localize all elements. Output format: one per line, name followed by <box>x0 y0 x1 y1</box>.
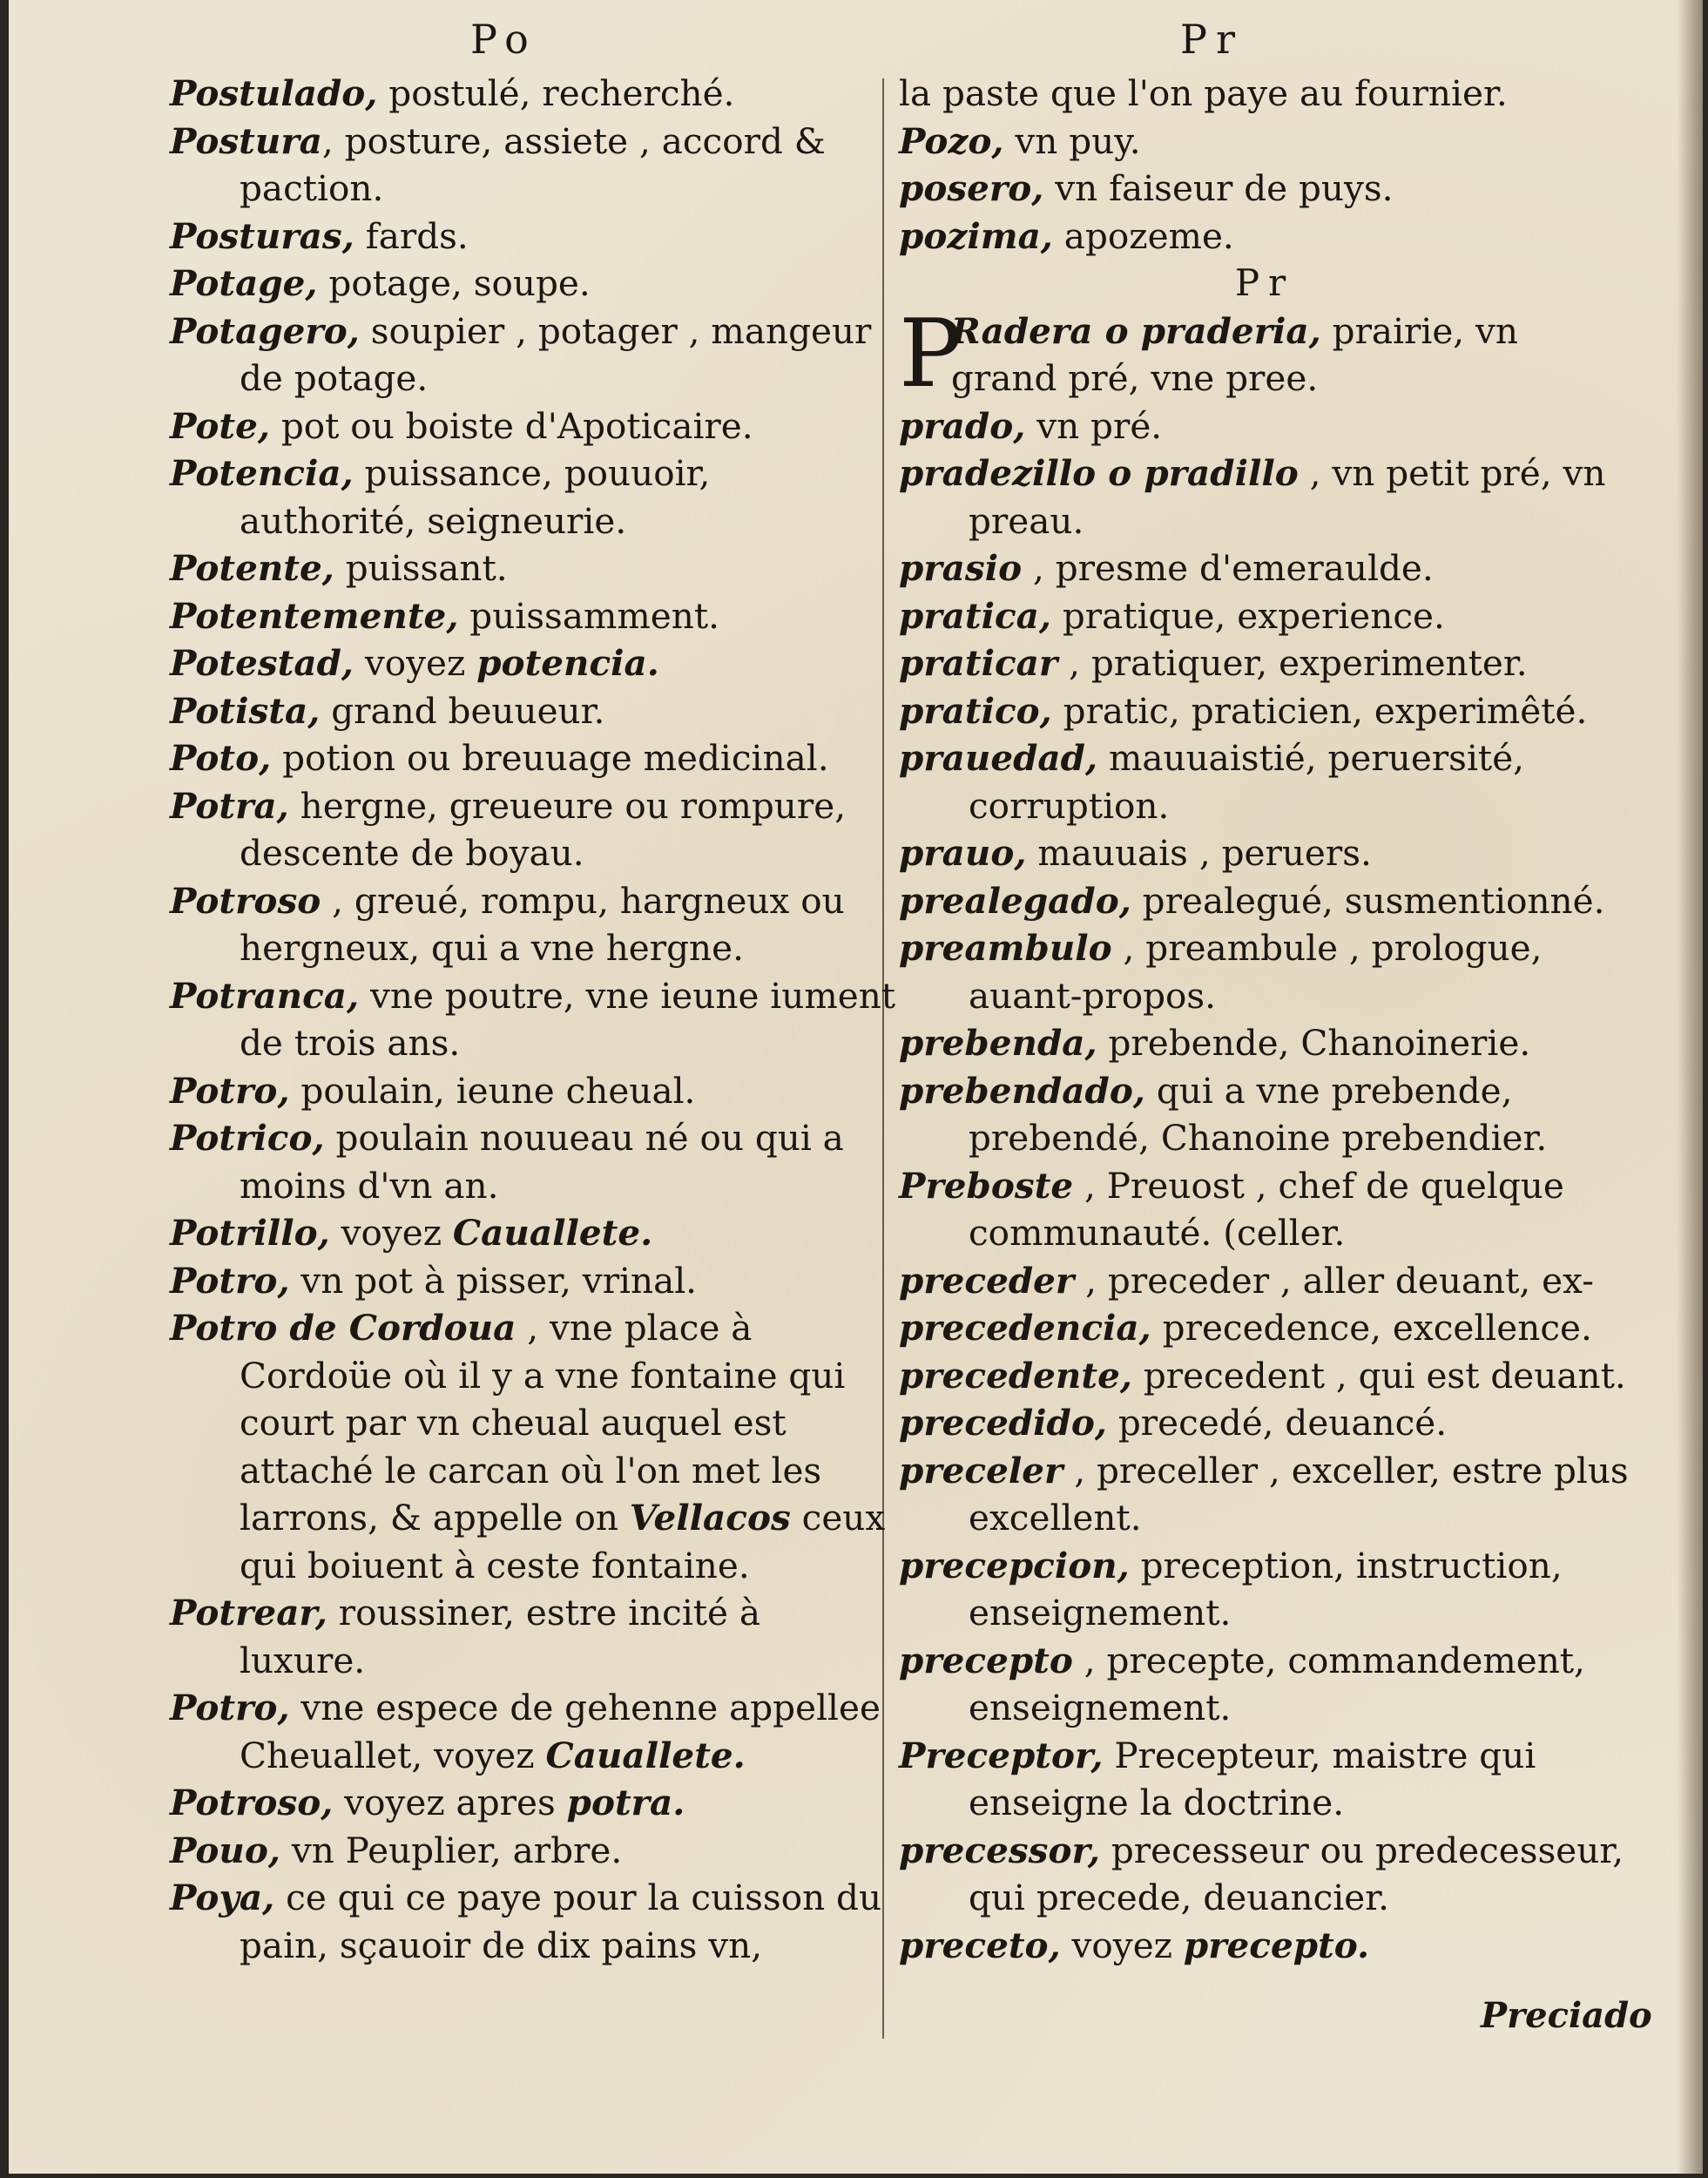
entry-definition: potage, soupe. <box>317 262 591 304</box>
entry-definition: vn Peuplier, arbre. <box>280 1829 623 1871</box>
dictionary-entry <box>170 1874 897 1969</box>
entry-cross-reference: Cauallete. <box>452 1212 653 1254</box>
entry-definition: , greué, rompu, hargneux ou hergneux, qui a vne hergne. <box>240 879 845 969</box>
entry-headword: Potro, <box>170 1069 290 1112</box>
dictionary-entry <box>899 1922 1630 1970</box>
entry-definition: , pratiquer, experimenter. <box>1057 642 1528 684</box>
entry-headword: Potra, <box>170 784 289 827</box>
entry-definition: puissamment. <box>458 594 719 637</box>
entry-definition: vn faiseur de puys. <box>1043 167 1394 209</box>
dictionary-entry <box>170 687 897 735</box>
dictionary-entry <box>170 877 897 972</box>
entry-definition: , vne place à Cordoüe où il y a vne fontaine qui court par vn cheual auquel est attaché le carcan où l'on met les larrons, & appelle on <box>240 1307 846 1539</box>
entry-headword: Potroso, <box>170 1782 334 1823</box>
entry-definition: vne poutre, vne ieune iument de trois ans. <box>240 974 896 1064</box>
dictionary-entry <box>899 924 1630 1019</box>
entry-headword: precedente, <box>899 1354 1132 1397</box>
entry-definition: poulain, ieune cheual. <box>289 1069 696 1112</box>
entry-headword: Posturas, <box>170 214 354 257</box>
dictionary-entry <box>170 1779 897 1827</box>
entry-headword: precessor, <box>899 1829 1100 1871</box>
entry-definition: ce qui ce paye pour la cuisson du pain, sçauoir de dix pains vn, <box>240 1877 882 1966</box>
entry-definition: vne espece de gehenne appellee Cheuallet, voyez <box>240 1687 881 1776</box>
entry-headword: precepto <box>899 1639 1073 1681</box>
entry-headword: precedencia, <box>899 1307 1151 1349</box>
entry-definition: vn pot à pisser, vrinal. <box>289 1259 698 1302</box>
section-heading: Pr <box>1234 261 1295 304</box>
entry-headword: Preboste <box>899 1164 1074 1207</box>
entry-headword: Potroso <box>170 879 321 922</box>
dictionary-entry <box>899 1399 1630 1447</box>
entry-definition: , preceller , exceller, estre plus excellent. <box>969 1449 1629 1539</box>
entry-definition: ceux qui boiuent à ceste fontaine. <box>240 1497 886 1586</box>
dictionary-entry <box>899 544 1630 592</box>
entry-definition: , Preuost , chef de quelque communauté. (celler. <box>969 1164 1564 1254</box>
entry-headword: Pote, <box>170 404 270 447</box>
left-column <box>170 70 897 1969</box>
dictionary-entry <box>170 639 897 687</box>
entry-headword: pozima, <box>899 214 1053 257</box>
page-spine-shadow <box>1677 0 1703 2174</box>
dictionary-entry <box>170 782 897 877</box>
entry-definition: voyez <box>354 642 477 684</box>
entry-definition: puissance, pouuoir, authorité, seigneurie. <box>240 452 711 542</box>
entry-definition: potion ou breuuage medicinal. <box>271 737 829 779</box>
entry-definition: la paste que l'on paye au fournier. <box>899 72 1508 114</box>
entry-definition: vn pré. <box>1025 404 1163 447</box>
entry-headword: Potage, <box>170 262 318 304</box>
entry-headword: prebendado, <box>899 1069 1145 1112</box>
dropcap-entry <box>899 299 1630 409</box>
entry-headword: Poto, <box>170 737 272 779</box>
entry-definition: Precepteur, maistre qui enseigne la doctrine. <box>969 1734 1536 1823</box>
dictionary-entry <box>899 1732 1630 1827</box>
entry-headword: preceler <box>899 1449 1063 1491</box>
dropcap-letter: P <box>899 299 962 409</box>
entry-definition: precedence, excellence. <box>1151 1307 1592 1349</box>
entry-headword: Radera o praderia, <box>951 309 1321 352</box>
dictionary-entry <box>899 1304 1630 1352</box>
entry-definition: qui a vne prebende, prebendé, Chanoine prebendier. <box>969 1069 1548 1159</box>
entry-definition: precedent , qui est deuant. <box>1131 1354 1626 1397</box>
entry-headword: Pozo, <box>899 119 1004 162</box>
entry-headword: Potro, <box>170 1687 290 1728</box>
entry-headword: Potentemente, <box>170 594 459 637</box>
entry-headword: precedido, <box>899 1402 1107 1444</box>
entry-headword: pratica, <box>899 594 1051 637</box>
entry-headword: Postura <box>170 119 322 162</box>
entry-definition: pratique, experience. <box>1051 594 1445 637</box>
entry-definition: poulain nouueau né ou qui a moins d'vn an. <box>240 1117 844 1207</box>
entry-headword: preceto, <box>899 1924 1061 1966</box>
entry-headword: Pouo, <box>170 1829 280 1871</box>
dictionary-entry <box>170 308 897 402</box>
entry-definition: preception, instruction, enseignement. <box>969 1544 1563 1634</box>
dictionary-entry <box>899 1019 1630 1067</box>
entry-definition: prebende, Chanoinerie. <box>1097 1022 1531 1064</box>
dictionary-entry <box>899 1447 1630 1542</box>
entry-headword: Potro de Cordoua <box>170 1307 516 1349</box>
dictionary-entry <box>899 639 1630 687</box>
entry-definition: prairie, vn grand pré, vne pree. <box>951 309 1519 399</box>
dictionary-entry <box>899 70 1630 118</box>
running-head-left: Po <box>470 16 537 63</box>
dictionary-entry <box>170 544 897 592</box>
dictionary-entry <box>899 118 1630 166</box>
entry-headword: Potrear, <box>170 1592 327 1634</box>
entry-definition: apozeme. <box>1052 214 1234 257</box>
dictionary-entry <box>899 829 1630 877</box>
entry-definition: , vn petit pré, vn preau. <box>969 452 1606 542</box>
entry-headword: Postulado, <box>170 72 378 114</box>
dictionary-entry <box>170 260 897 308</box>
entry-headword: Potista, <box>170 689 321 732</box>
dictionary-entry <box>899 213 1630 260</box>
dictionary-entry <box>170 1684 897 1779</box>
entry-definition: vn puy. <box>1003 119 1141 162</box>
entry-definition: roussiner, estre incité à luxure. <box>240 1592 761 1681</box>
entry-headword: prasio <box>899 547 1023 589</box>
dictionary-page <box>9 0 1703 2174</box>
entry-headword: prauedad, <box>899 737 1098 779</box>
running-head-right: Pr <box>1180 16 1244 63</box>
entry-definition: grand beuueur. <box>320 689 605 732</box>
entry-headword: praticar <box>899 642 1058 684</box>
dictionary-entry <box>170 1827 897 1875</box>
entry-definition: , preambule , prologue, auant-propos. <box>969 927 1543 1017</box>
dictionary-entry <box>170 734 897 782</box>
dictionary-entry <box>899 1257 1630 1305</box>
entry-headword: Potente, <box>170 547 334 589</box>
dictionary-entry <box>170 1114 897 1209</box>
entry-definition: voyez apres <box>333 1782 567 1823</box>
dictionary-entry <box>170 402 897 450</box>
entry-definition: puissant. <box>334 547 508 589</box>
entry-cross-reference: potra. <box>566 1782 685 1823</box>
entry-headword: Potranca, <box>170 974 360 1017</box>
entry-definition: precedé, deuancé. <box>1107 1402 1448 1444</box>
entry-cross-reference: precepto. <box>1183 1924 1370 1966</box>
dictionary-entry <box>170 972 897 1067</box>
dictionary-entry <box>899 402 1630 450</box>
entry-definition: prealegué, susmentionné. <box>1131 879 1605 922</box>
dictionary-entry <box>899 1352 1630 1400</box>
dictionary-entry <box>899 877 1630 925</box>
entry-headword: preambulo <box>899 927 1112 969</box>
entry-cross-reference: Vellacos <box>629 1497 791 1539</box>
dictionary-entry <box>899 1637 1630 1732</box>
dictionary-entry <box>899 687 1630 735</box>
dictionary-entry <box>899 734 1630 829</box>
dictionary-entry <box>170 592 897 640</box>
dictionary-entry <box>899 1162 1630 1257</box>
entry-headword: Preceptor, <box>899 1734 1104 1776</box>
dictionary-entry <box>170 213 897 260</box>
entry-definition: , presme d'emeraulde. <box>1022 547 1434 589</box>
entry-headword: pratico, <box>899 689 1052 732</box>
dictionary-entry <box>899 1542 1630 1637</box>
entry-definition: , precepte, commandement, enseignement. <box>969 1639 1585 1728</box>
entry-headword: prauo, <box>899 832 1027 874</box>
catchword: Preciado <box>1481 1995 1652 2036</box>
entry-definition: soupier , potager , mangeur de potage. <box>240 309 872 399</box>
dictionary-entry <box>899 1827 1630 1922</box>
entry-definition: voyez <box>329 1212 453 1254</box>
entry-definition: mauuaistié, peruersité, corruption. <box>969 737 1525 827</box>
entry-definition: fards. <box>354 214 469 257</box>
entry-headword: prado, <box>899 404 1026 447</box>
entry-definition: voyez <box>1060 1924 1184 1966</box>
entry-cross-reference: potencia. <box>476 642 659 684</box>
dictionary-entry <box>170 1209 897 1257</box>
entry-headword: Potencia, <box>170 452 354 494</box>
entry-cross-reference: Cauallete. <box>545 1734 746 1776</box>
entry-headword: prebenda, <box>899 1022 1097 1064</box>
entry-headword: Potro, <box>170 1259 290 1302</box>
dictionary-entry <box>170 1257 897 1305</box>
dictionary-entry <box>170 118 897 213</box>
entry-headword: Potrico, <box>170 1117 325 1159</box>
entry-headword: Poya, <box>170 1877 275 1918</box>
entry-headword: pradezillo o pradillo <box>899 452 1299 494</box>
dictionary-entry <box>899 1067 1630 1162</box>
entry-headword: Potrillo, <box>170 1212 330 1254</box>
dictionary-entry <box>899 165 1630 213</box>
dictionary-entry <box>170 1067 897 1115</box>
dictionary-entry <box>170 1304 897 1589</box>
entry-headword: preceder <box>899 1259 1075 1302</box>
entry-definition: hergne, greueure ou rompure, descente de boyau. <box>240 784 847 874</box>
dictionary-entry <box>170 1589 897 1684</box>
entry-definition: mauuais , peruers. <box>1026 832 1372 874</box>
entry-headword: Potagero, <box>170 309 360 352</box>
dictionary-entry <box>899 592 1630 640</box>
dictionary-entry <box>170 450 897 544</box>
entry-definition: postulé, recherché. <box>377 72 735 114</box>
dictionary-entry <box>899 450 1630 544</box>
right-column <box>899 70 1630 1969</box>
entry-headword: Potestad, <box>170 642 354 684</box>
entry-definition: , preceder , aller deuant, ex- <box>1074 1259 1594 1302</box>
entry-headword: prealegado, <box>899 879 1131 922</box>
entry-definition: precesseur ou predecesseur, qui precede, deuancier. <box>969 1829 1624 1918</box>
entry-headword: precepcion, <box>899 1544 1130 1586</box>
entry-definition: , posture, assiete , accord & paction. <box>240 119 826 209</box>
entry-definition: pratic, praticien, experimêté. <box>1051 689 1588 732</box>
entry-headword: posero, <box>899 167 1044 209</box>
dictionary-entry <box>170 70 897 118</box>
entry-definition: pot ou boiste d'Apoticaire. <box>269 404 753 447</box>
